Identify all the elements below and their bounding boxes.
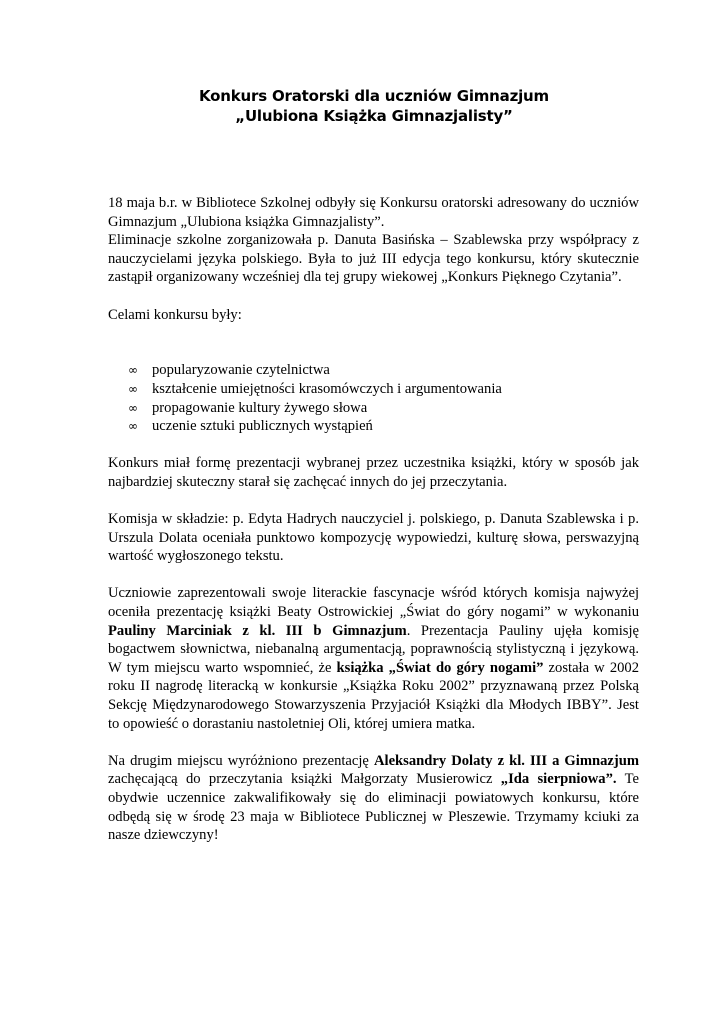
winner-text-2: . Prezentacja Pauliny ujęła komisję bogactwem słownictwa, niebanalną argumentacją, poprawnością stylistyczną i językową. W tym miejscu warto wspomnieć, że — [108, 622, 640, 676]
second-text-2: zachęcającą do przeczytania książki Małgorzaty Musierowicz — [108, 771, 501, 788]
title-line-2: „Ulubiona Książka Gimnazjalisty” — [235, 107, 513, 125]
second-book-title: „Ida sierpniowa”. — [500, 771, 617, 788]
intro-paragraph-1: 18 maja b.r. w Bibliotece Szkolnej odbyły się Konkursu oratorski adresowany do uczniów Gimnazjum „Ulubiona książka Gimnazjalisty”. — [108, 195, 639, 230]
winner-text-1: Uczniowie zaprezentowali swoje literackie fascynacje wśród których komisja najwyżej oceniła prezentację książki Beaty Ostrowickiej „Świat do góry nogami” w wykonaniu — [108, 585, 639, 621]
intro-paragraph-2: Eliminacje szkolne zorganizowała p. Danuta Basińska – Szablewska przy współpracy z nauczycielami języka polskiego. Była to już III edycja tego konkursu, który skutecznie zastąpił organizowany wcześniej dla tej grupy wiekowej „Konkurs Pięknego Czytania”. — [108, 232, 639, 286]
second-place-paragraph — [108, 752, 639, 845]
document-title — [108, 86, 640, 126]
goal-text: popularyzowanie czytelnictwa — [152, 362, 330, 379]
goal-text: kształcenie umiejętności krasomówczych i argumentowania — [152, 380, 502, 397]
goal-text: uczenie sztuki publicznych wystąpień — [152, 418, 373, 435]
winner-name: Pauliny Marciniak z kl. III b Gimnazjum — [108, 622, 407, 639]
document-body — [108, 194, 639, 845]
second-text-1: Na drugim miejscu wyróżniono prezentację — [108, 752, 374, 769]
infinity-bullet-icon: ∞ — [128, 419, 138, 434]
second-text-3: Te obydwie uczennice zakwalifikowały się do eliminacji powiatowych konkursu, które odbędą się w środę 23 maja w Bibliotece Publicznej w Pleszewie. Trzymamy kciuki za nasze dziewczyny! — [108, 771, 639, 844]
goals-heading: Celami konkursu były: — [108, 306, 242, 323]
winner-paragraph — [108, 584, 639, 733]
winner-book-title: książka „Świat do góry nogami” — [336, 659, 544, 676]
goal-text: propagowanie kultury żywego słowa — [152, 399, 368, 416]
winner-text-3: została w 2002 roku II nagrodę literacką w konkursie „Książka Roku 2002” przyznawaną przez Polską Sekcję Międzynarodowego Stowarzyszenia Przyjaciół Książki dla Młodych IBBY”. Jest to opowieść o dorastaniu nastoletniej Oli, której umiera matka. — [108, 659, 640, 732]
title-line-1: Konkurs Oratorski dla uczniów Gimnazjum — [199, 87, 549, 105]
infinity-bullet-icon: ∞ — [128, 363, 138, 378]
list-item — [108, 417, 639, 436]
goals-list — [108, 361, 639, 435]
list-item — [108, 380, 639, 399]
form-paragraph: Konkurs miał formę prezentacji wybranej przez uczestnika książki, który w sposób jak najbardziej skuteczny starał się zachęcać innych do jej przeczytania. — [108, 455, 639, 490]
list-item — [108, 399, 639, 418]
infinity-bullet-icon: ∞ — [128, 400, 138, 415]
second-place-name: Aleksandry Dolaty z kl. III a Gimnazjum — [373, 752, 640, 769]
jury-paragraph: Komisja w składzie: p. Edyta Hadrych nauczyciel j. polskiego, p. Danuta Szablewska i p. Urszula Dolata oceniała punktowo kompozycję wypowiedzi, kulturę słowa, perswazyjną wartość wygłoszonego tekstu. — [108, 511, 639, 565]
infinity-bullet-icon: ∞ — [128, 381, 138, 396]
list-item — [108, 361, 639, 380]
